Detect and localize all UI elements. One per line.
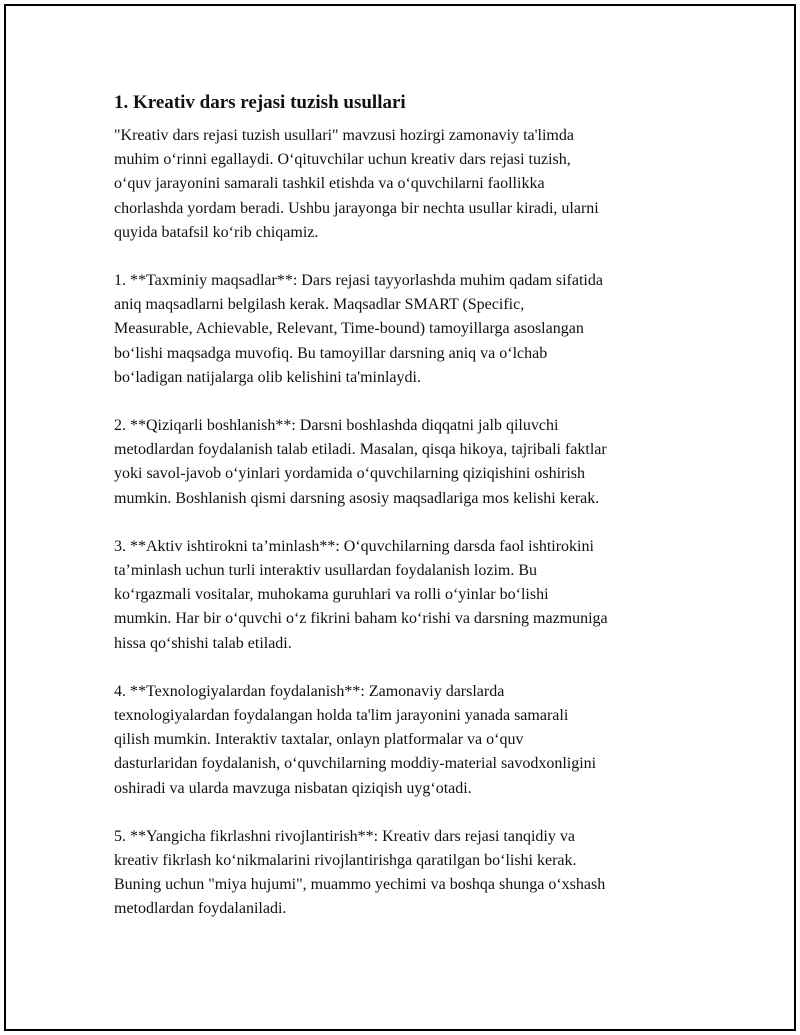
intro-paragraph: "Kreativ dars rejasi tuzish usullari" mavzusi hozirgi zamonaviy ta'limda muhim oʻrinni egallaydi. Oʻqituvchilar uchun kreativ dars rejasi tuzish, oʻquv jarayonini samarali tashkil etishda va oʻquvchilarni faollikka chorlashda yordam beradi. Ushbu jarayonga bir nechta usullar kiradi, ularni quyida batafsil koʻrib chiqamiz. [114,127,599,241]
paragraph-active-participation: 3. **Aktiv ishtirokni taʼminlash**: Oʻquvchilarning darsda faol ishtirokini taʼminlash uchun turli interaktiv usullardan foydalanish lozim. Bu koʻrgazmali vositalar, muhokama guruhlari va rolli oʻyinlar boʻlishi mumkin. Har bir oʻquvchi oʻz fikrini baham koʻrishi va darsning mazmuniga hissa qoʻshishi talab etiladi. [114,537,608,652]
paragraph-engaging-start: 2. **Qiziqarli boshlanish**: Darsni boshlashda diqqatni jalb qiluvchi metodlardan foydalanish talab etiladi. Masalan, qisqa hikoya, tajribali faktlar yoki savol-javob oʻyinlari yordamida oʻquvchilarning qiziqishini oshirish mumkin. Boshlanish qismi darsning asosiy maqsadlariga mos kelishi kerak. [114,417,607,507]
paragraph-new-thinking: 5. **Yangicha fikrlashni rivojlantirish**: Kreativ dars rejasi tanqidiy va kreativ fikrlash koʻnikmalarini rivojlantirishga qaratilgan boʻlishi kerak. Buning uchun "miya hujumi", muammo yechimi va boshqa shunga oʻxshash metodlardan foydalaniladi. [114,827,606,918]
section-heading: 1. Kreativ dars rejasi tuzish usullari [114,92,406,113]
paragraph-technology: 4. **Texnologiyalardan foydalanish**: Zamonaviy darslarda texnologiyalardan foydalangan holda ta'lim jarayonini yanada samarali qilish mumkin. Interaktiv taxtalar, onlayn platformalar va oʻquv dasturlaridan foydalanish, oʻquvchilarning moddiy-material savodxonligini oshiradi va ularda mavzuga nisbatan qiziqish uygʻotadi. [114,682,597,797]
paragraph-goals: 1. **Taxminiy maqsadlar**: Dars rejasi tayyorlashda muhim qadam sifatida aniq maqsadlarni belgilash kerak. Maqsadlar SMART (Specific, Measurable, Achievable, Relevant, Time-bound) tamoyillarga asoslangan boʻlishi maqsadga muvofiq. Bu tamoyillar darsning aniq va oʻlchab boʻladigan natijalarga olib kelishini ta'minlaydi. [114,272,603,386]
document-body [114,90,694,946]
